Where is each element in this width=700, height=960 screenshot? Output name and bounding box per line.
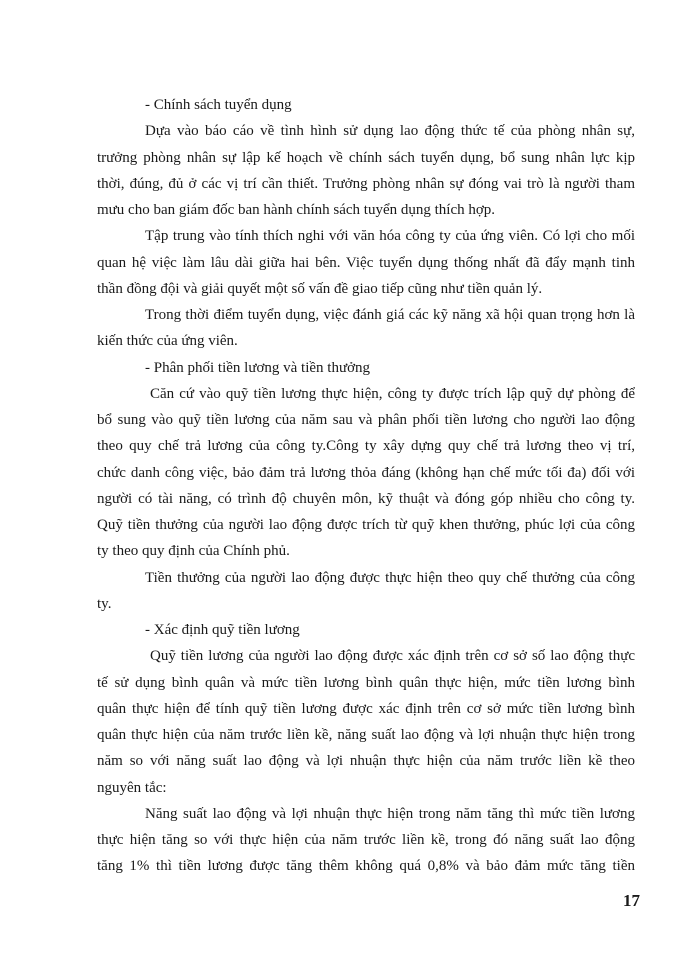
text-line: tế sử dụng bình quân và mức tiền lương bình quân thực hiện, mức tiền lương bình (97, 675, 635, 691)
text-line: thực hiện tăng so với thực hiện của năm trước liền kề, trong đó năng suất lao động (97, 832, 635, 848)
text-line: kiến thức của ứng viên. (97, 333, 238, 349)
text-line: Căn cứ vào quỹ tiền lương thực hiện, công ty được trích lập quỹ dự phòng để (150, 386, 635, 402)
text-line: Năng suất lao động và lợi nhuận thực hiện trong năm tăng thì mức tiền lương (145, 806, 635, 822)
text-line: Tập trung vào tính thích nghi với văn hóa công ty của ứng viên. Có lợi cho mối (145, 228, 635, 244)
text-line: mưu cho ban giám đốc ban hành chính sách tuyển dụng thích hợp. (97, 202, 496, 218)
heading-recruitment-policy: - Chính sách tuyển dụng (145, 97, 292, 113)
text-line: Quỹ tiền thưởng của người lao động được trích từ quỹ khen thưởng, phúc lợi của công (97, 517, 635, 533)
text-line: Tiền thưởng của người lao động được thực hiện theo quy chế thưởng của công (145, 570, 635, 586)
text-line: Dựa vào báo cáo về tình hình sử dụng lao động thức tế của phòng nhân sự, (145, 123, 635, 139)
heading-salary-bonus-distribution: - Phân phối tiền lương và tiền thưởng (145, 360, 371, 376)
text-line: năm so với năng suất lao động và lợi nhuận thực hiện của năm trước liền kề theo (97, 753, 635, 769)
text-line: ty. (97, 596, 112, 612)
text-line: bổ sung vào quỹ tiền lương của năm sau và phân phối tiền lương cho người lao động (97, 412, 635, 428)
page-number: 17 (623, 891, 640, 910)
text-line: trưởng phòng nhân sự lập kế hoạch về chính sách tuyển dụng, bổ sung nhân lực kịp (97, 150, 635, 166)
text-line: thời, đúng, đủ ở các vị trí cần thiết. Trưởng phòng nhân sự đóng vai trò là người tham (97, 176, 635, 192)
text-line: Trong thời điểm tuyển dụng, việc đánh giá các kỹ năng xã hội quan trọng hơn là (145, 307, 635, 323)
text-line: quan hệ việc làm lâu dài giữa hai bên. Việc tuyển dụng thống nhất đã đẩy mạnh tinh (97, 255, 635, 271)
text-line: quân thực hiện của năm trước liền kề, năng suất lao động và lợi nhuận thực hiện trong (97, 727, 635, 743)
text-line: quân thực hiện để tính quỹ tiền lương được xác định trên cơ sở mức tiền lương bình (97, 701, 635, 717)
heading-salary-fund: - Xác định quỹ tiền lương (145, 622, 300, 638)
text-line: nguyên tắc: (97, 780, 167, 796)
text-line: Quỹ tiền lương của người lao động được xác định trên cơ sở số lao động thực (150, 648, 635, 664)
text-line: chức danh công việc, bảo đảm trả lương thỏa đáng (không hạn chế mức tối đa) đối với (97, 465, 635, 481)
text-line: tăng 1% thì tiền lương được tăng thêm không quá 0,8% và bảo đảm mức tăng tiền (97, 858, 635, 874)
text-line: ty theo quy định của Chính phủ. (97, 543, 290, 559)
text-line: người có tài năng, có trình độ chuyên môn, kỹ thuật và đóng góp nhiều cho công ty. (97, 491, 635, 507)
text-line: theo quy chế trả lương của công ty.Công ty xây dựng quy chế trả lương theo vị trí, (97, 438, 635, 454)
text-line: thần đồng đội và giải quyết một số vấn đề giao tiếp cũng như tiền quản lý. (97, 281, 543, 297)
